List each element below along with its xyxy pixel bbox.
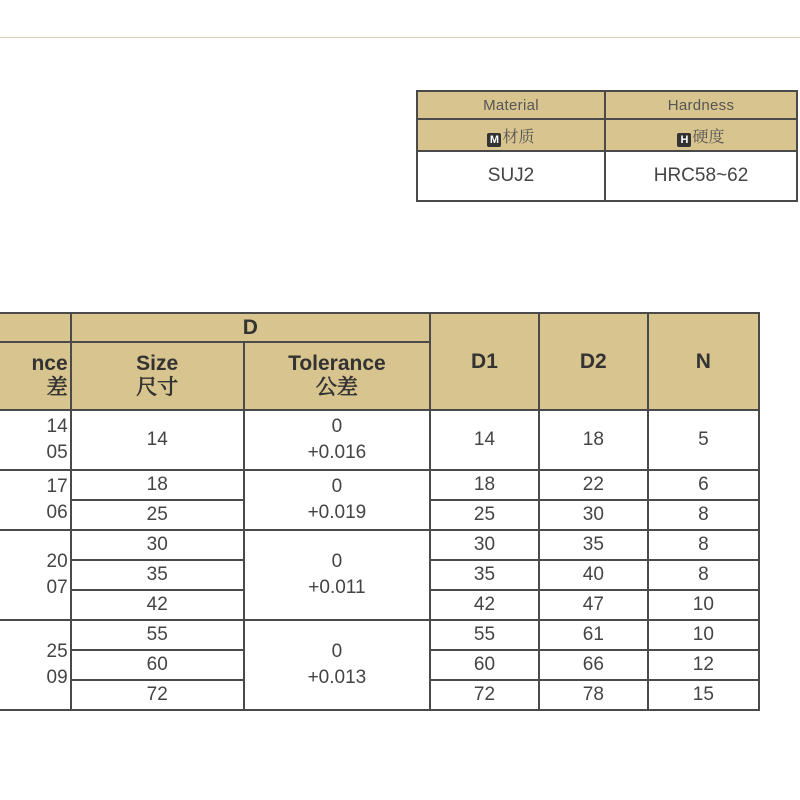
left-header-en: nce	[31, 352, 68, 375]
d2-cell: 61	[539, 620, 648, 650]
size-cell: 18	[71, 470, 244, 500]
left-tolerance-cell	[0, 620, 71, 710]
left-tolerance-line: 06	[46, 502, 68, 523]
d1-cell: 14	[430, 410, 539, 470]
tolerance-line: +0.011	[308, 577, 366, 598]
left-tolerance-line: 17	[46, 476, 68, 497]
d1-cell: 18	[430, 470, 539, 500]
n-cell: 8	[648, 560, 759, 590]
d1-cell: 60	[430, 650, 539, 680]
d2-cell: 66	[539, 650, 648, 680]
tolerance-cell	[244, 470, 430, 530]
left-tolerance-line: 07	[46, 577, 68, 598]
d-group-header: D	[71, 313, 430, 342]
d1-cell: 25	[430, 500, 539, 530]
size-cell: 25	[71, 500, 244, 530]
table-row	[0, 530, 759, 560]
d1-header: D1	[430, 313, 539, 410]
n-cell: 8	[648, 500, 759, 530]
tolerance-line: +0.016	[307, 442, 367, 463]
tolerance-line: +0.019	[307, 502, 367, 523]
d1-cell: 72	[430, 680, 539, 710]
size-cell: 14	[71, 410, 244, 470]
d2-header: D2	[539, 313, 648, 410]
hardness-header-cn	[605, 119, 797, 151]
size-header-cn: 尺寸	[136, 376, 179, 399]
material-table	[416, 90, 798, 202]
size-cell: 42	[71, 590, 244, 620]
left-header-cn: 差	[46, 376, 68, 399]
left-header-top	[0, 313, 71, 342]
tolerance-cell	[244, 620, 430, 710]
d2-cell: 22	[539, 470, 648, 500]
size-cell: 55	[71, 620, 244, 650]
tolerance-header-cn: 公差	[315, 376, 358, 399]
material-value: SUJ2	[417, 151, 605, 201]
d1-cell: 35	[430, 560, 539, 590]
d2-cell: 40	[539, 560, 648, 590]
left-tolerance-cell	[0, 410, 71, 470]
table-row	[0, 470, 759, 500]
size-cell: 30	[71, 530, 244, 560]
dimension-table	[0, 312, 760, 711]
size-cell: 72	[71, 680, 244, 710]
left-tolerance-line: 09	[46, 667, 68, 688]
tolerance-line: 0	[331, 416, 343, 437]
tolerance-cell	[244, 530, 430, 620]
n-cell: 10	[648, 620, 759, 650]
d1-cell: 55	[430, 620, 539, 650]
tolerance-header-en: Tolerance	[288, 352, 386, 375]
material-badge-icon: M	[487, 133, 501, 147]
n-header: N	[648, 313, 759, 410]
size-header	[71, 342, 244, 410]
hardness-label-cn: 硬度	[692, 128, 725, 146]
left-tolerance-cell	[0, 530, 71, 620]
n-cell: 15	[648, 680, 759, 710]
left-tolerance-line: 05	[46, 442, 68, 463]
tolerance-line: 0	[331, 551, 343, 572]
tolerance-line: 0	[331, 476, 343, 497]
material-header-cn-row	[417, 119, 797, 151]
size-header-en: Size	[136, 352, 179, 375]
d1-cell: 42	[430, 590, 539, 620]
material-header-cn	[417, 119, 605, 151]
material-label-cn: 材质	[502, 128, 535, 146]
n-cell: 6	[648, 470, 759, 500]
d2-cell: 18	[539, 410, 648, 470]
hardness-value: HRC58~62	[605, 151, 797, 201]
header-row-1	[0, 313, 759, 342]
tolerance-line: 0	[331, 641, 343, 662]
d2-cell: 35	[539, 530, 648, 560]
d2-cell: 47	[539, 590, 648, 620]
left-tolerance-header	[0, 342, 71, 410]
d1-cell: 30	[430, 530, 539, 560]
left-tolerance-line: 14	[46, 416, 68, 437]
n-cell: 8	[648, 530, 759, 560]
material-header-en-row	[417, 91, 797, 119]
d2-cell: 78	[539, 680, 648, 710]
left-tolerance-line: 25	[46, 641, 68, 662]
material-value-row	[417, 151, 797, 201]
table-row	[0, 620, 759, 650]
tolerance-header	[244, 342, 430, 410]
left-tolerance-cell	[0, 470, 71, 530]
size-cell: 35	[71, 560, 244, 590]
tolerance-cell	[244, 410, 430, 470]
material-header-en: Material	[417, 91, 605, 119]
tolerance-line: +0.013	[307, 667, 367, 688]
n-cell: 10	[648, 590, 759, 620]
size-cell: 60	[71, 650, 244, 680]
left-tolerance-line: 20	[46, 551, 68, 572]
table-row	[0, 410, 759, 470]
hardness-header-en: Hardness	[605, 91, 797, 119]
hardness-badge-icon: H	[677, 133, 691, 147]
n-cell: 12	[648, 650, 759, 680]
n-cell: 5	[648, 410, 759, 470]
top-divider	[0, 37, 800, 38]
d2-cell: 30	[539, 500, 648, 530]
